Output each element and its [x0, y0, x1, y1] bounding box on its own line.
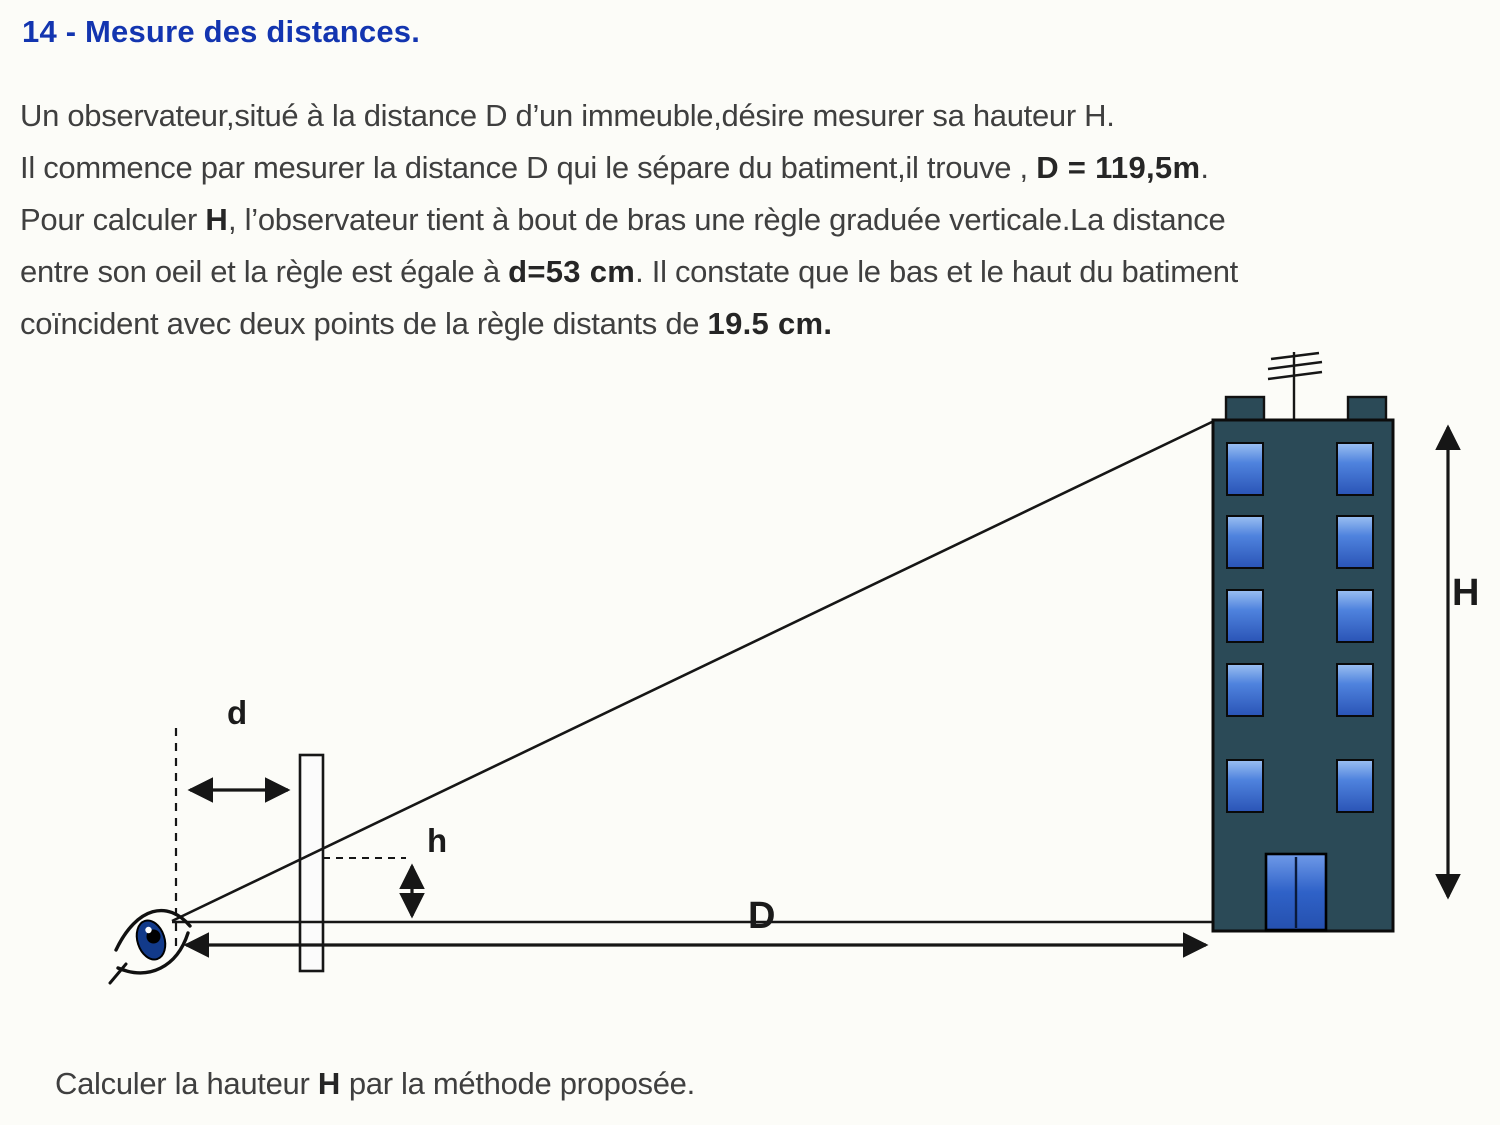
text-segment: Calculer la hauteur	[55, 1066, 318, 1101]
height-symbol: H	[317, 1066, 341, 1101]
window	[1337, 664, 1373, 716]
text-segment: Il commence par mesurer la distance D qui le sépare du batiment,il trouve ,	[20, 150, 1037, 185]
text-segment: Pour calculer	[20, 202, 206, 237]
text-segment: par la méthode proposée.	[340, 1066, 695, 1101]
H-label: H	[1452, 572, 1480, 614]
graduated-ruler	[300, 755, 323, 971]
ruler-reading-value: 19.5 cm.	[707, 306, 833, 341]
roof-block-left	[1226, 397, 1264, 421]
height-symbol: H	[205, 202, 229, 237]
window	[1337, 760, 1373, 812]
eye-glint	[145, 927, 151, 933]
building	[1213, 352, 1393, 931]
antenna-icon	[1268, 352, 1322, 420]
text-segment: coïncident avec deux points de la règle distants de	[20, 306, 708, 341]
question-line	[55, 1066, 695, 1102]
text-segment: . Il constate que le bas et le haut du batiment	[635, 254, 1238, 289]
roof-block-right	[1348, 397, 1386, 421]
window	[1337, 443, 1373, 495]
window	[1227, 664, 1263, 716]
D-label: D	[748, 895, 776, 937]
window	[1337, 590, 1373, 642]
window	[1227, 443, 1263, 495]
text-segment: entre son oeil et la règle est égale à	[20, 254, 509, 289]
eye-ruler-distance-value: d=53 cm	[508, 254, 636, 289]
building-door	[1266, 854, 1326, 930]
window	[1227, 590, 1263, 642]
window	[1337, 516, 1373, 568]
text-segment: Un observateur,situé à la distance D d’un immeuble,désire mesurer sa hauteur H.	[20, 98, 1115, 133]
exercise-title: 14 - Mesure des distances.	[22, 14, 421, 49]
window	[1227, 516, 1263, 568]
h-label: h	[427, 822, 448, 859]
window	[1227, 760, 1263, 812]
text-segment: , l’observateur tient à bout de bras une règle graduée verticale.La distance	[228, 202, 1226, 237]
d-label: d	[227, 694, 248, 731]
measured-distance-value: D = 119,5m	[1036, 150, 1201, 185]
text-segment: .	[1200, 150, 1209, 185]
sight-line-top	[172, 421, 1214, 921]
